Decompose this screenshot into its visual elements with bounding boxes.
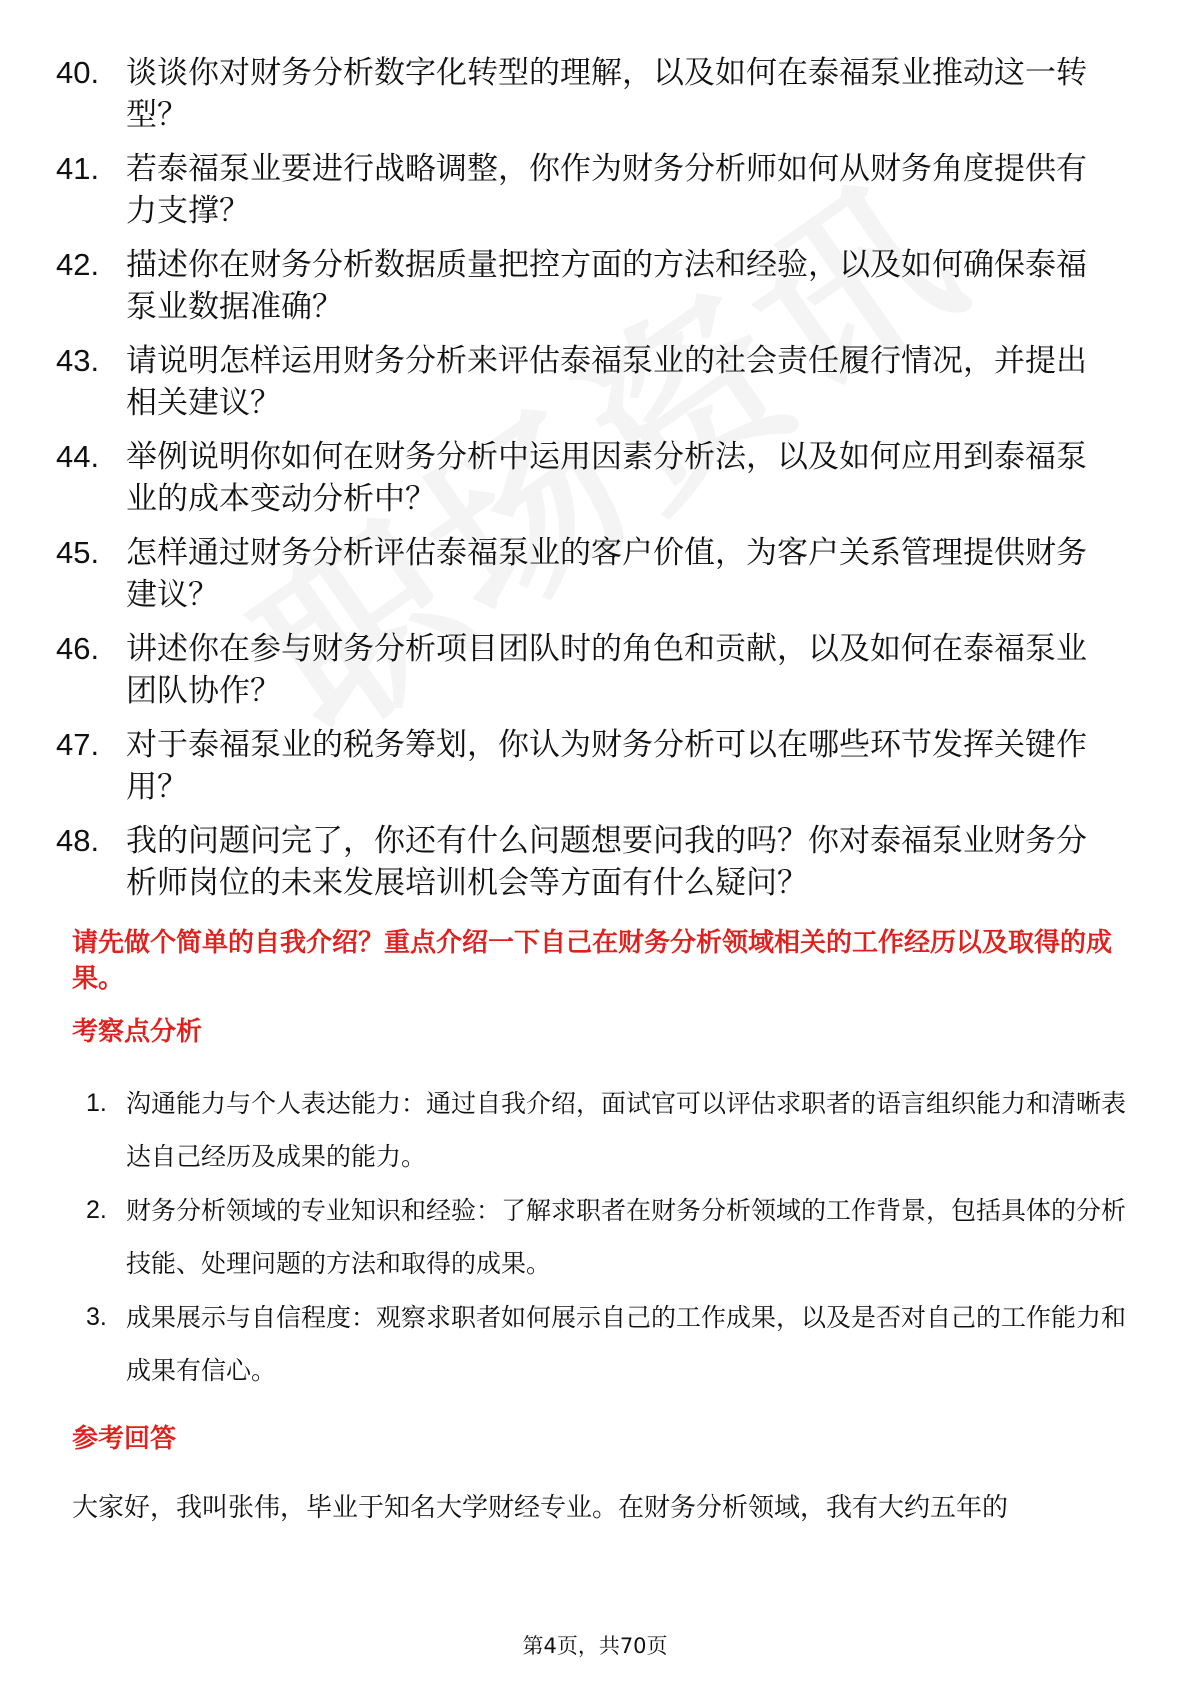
- analysis-point-number: 2.: [86, 1196, 107, 1224]
- question-number: 41.: [56, 151, 100, 186]
- question-number: 43.: [56, 343, 100, 378]
- question-number: 44.: [56, 439, 100, 474]
- analysis-point-text: 财务分析领域的专业知识和经验：了解求职者在财务分析领域的工作背景，包括具体的分析技能、处理问题的方法和取得的成果。: [126, 1196, 1127, 1278]
- question-item: [56, 724, 1116, 808]
- answer-text: 大家好，我叫张伟，毕业于知名大学财经专业。在财务分析领域，我有大约五年的: [72, 1493, 1009, 1523]
- question-number: 47.: [56, 727, 100, 762]
- analysis-point: [86, 1077, 1126, 1183]
- question-item: [56, 436, 1116, 520]
- question-number: 45.: [56, 535, 100, 570]
- question-item: [56, 820, 1116, 904]
- question-item: [56, 148, 1116, 232]
- question-text: 讲述你在参与财务分析项目团队时的角色和贡献，以及如何在泰福泵业团队协作？: [126, 631, 1087, 709]
- question-text: 请说明怎样运用财务分析来评估泰福泵业的社会责任履行情况，并提出相关建议？: [126, 343, 1087, 421]
- question-text: 举例说明你如何在财务分析中运用因素分析法，以及如何应用到泰福泵业的成本变动分析中？: [126, 439, 1087, 517]
- analysis-point-text: 成果展示与自信程度：观察求职者如何展示自己的工作成果，以及是否对自己的工作能力和成果有信心。: [126, 1303, 1127, 1385]
- question-number: 40.: [56, 55, 100, 90]
- question-number: 46.: [56, 631, 100, 666]
- analysis-heading: 考察点分析: [72, 1017, 203, 1047]
- analysis-point: [86, 1184, 1126, 1290]
- question-item: [56, 340, 1116, 424]
- page-footer: [0, 1632, 1190, 1660]
- question-text: 我的问题问完了，你还有什么问题想要问我的吗？你对泰福泵业财务分析师岗位的未来发展培训机会等方面有什么疑问？: [126, 823, 1087, 901]
- analysis-point-number: 3.: [86, 1303, 107, 1331]
- question-number: 42.: [56, 247, 100, 282]
- question-item: [56, 628, 1116, 712]
- question-text: 对于泰福泵业的税务筹划，你认为财务分析可以在哪些环节发挥关键作用？: [126, 727, 1087, 805]
- question-item: [56, 52, 1116, 136]
- question-text: 怎样通过财务分析评估泰福泵业的客户价值，为客户关系管理提供财务建议？: [126, 535, 1087, 613]
- question-text: 描述你在财务分析数据质量把控方面的方法和经验，以及如何确保泰福泵业数据准确？: [126, 247, 1087, 325]
- page-number: 第4页，共70页: [518, 1634, 671, 1658]
- analysis-point-number: 1.: [86, 1089, 107, 1117]
- answer-heading: 参考回答: [72, 1424, 177, 1454]
- question-text: 若泰福泵业要进行战略调整，你作为财务分析师如何从财务角度提供有力支撑？: [126, 151, 1087, 229]
- question-text: 谈谈你对财务分析数字化转型的理解，以及如何在泰福泵业推动这一转型？: [126, 55, 1087, 133]
- analysis-point: [86, 1291, 1126, 1397]
- question-number: 48.: [56, 823, 100, 858]
- analysis-point-text: 沟通能力与个人表达能力：通过自我介绍，面试官可以评估求职者的语言组织能力和清晰表达自己经历及成果的能力。: [126, 1089, 1127, 1171]
- main-question-heading: 请先做个简单的自我介绍？重点介绍一下自己在财务分析领域相关的工作经历以及取得的成果。: [72, 928, 1113, 994]
- question-item: [56, 532, 1116, 616]
- analysis-point-list: [86, 1077, 1126, 1398]
- question-item: [56, 244, 1116, 328]
- question-list: [56, 52, 1116, 916]
